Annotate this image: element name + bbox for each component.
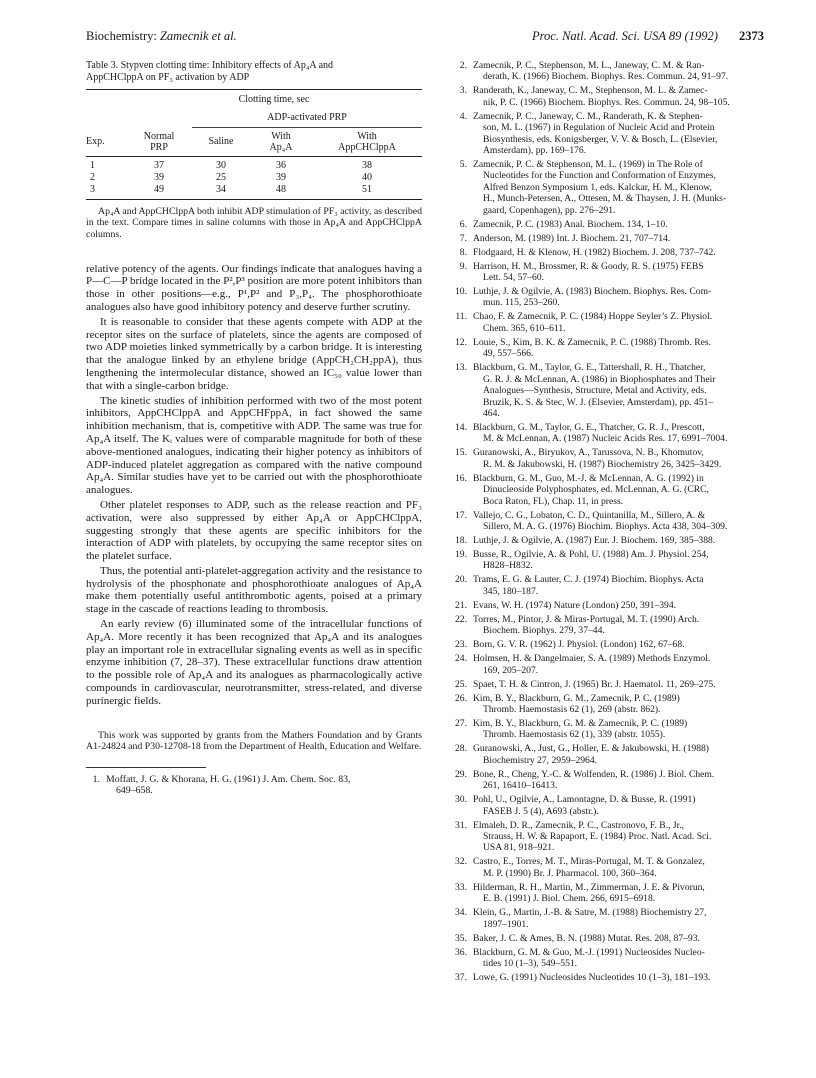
reference-item: [445, 473, 775, 507]
paragraph: It is reasonable to consider that these agents compete with ADP at the receptor sites on the surface of platelets, since the agents are composed of two ADP moieties linked symmetrically by a carbon bridge. It is interesting that the analogue linked by an ethylene bridge (AppCH₂CH₂ppA), thus lengthening the intermolecular distance, showed an IC₅₀ value lower than that with a single-carbon bridge.: [86, 315, 422, 392]
reference-line: tides 10 (1–3), 549–551.: [483, 958, 578, 970]
reference-line: Anderson, M. (1989) Int. J. Biochem. 21, 707–714.: [473, 232, 671, 244]
reference-line: Harrison, H. M., Brossmer, R. & Goody, R. S. (1975) FEBS: [473, 260, 704, 272]
reference-number: 3.: [459, 85, 467, 97]
reference-item: [445, 233, 775, 244]
reference-line: 464.: [483, 407, 500, 419]
reference-number: 13.: [455, 362, 467, 374]
reference-line: Pohl, U., Ogilvie, A., Lamontagne, D. & Busse, R. (1991): [473, 794, 696, 806]
right-column: [445, 60, 775, 986]
reference-line: M. P. (1990) Br. J. Pharmacol. 100, 360–364.: [483, 867, 657, 879]
reference-line: Evans, W. H. (1974) Nature (London) 250, 391–394.: [473, 599, 677, 611]
table-footnote: Ap₄A and AppCHClppA both inhibit ADP stimulation of PF₃ activity, as described in the text. Compare times in saline columns with those in Ap₄A and AppCHClppA columns.: [86, 205, 422, 240]
table-cell: 39: [154, 171, 164, 183]
reference-line: 649–658.: [116, 785, 153, 797]
header-journal-section: Biochemistry:: [86, 29, 157, 43]
reference-line: Trams, E. G. & Lauter, C. J. (1974) Biochim. Biophys. Acta: [473, 574, 704, 586]
reference-line: Biosynthesis, eds. Konigsberger, V. V. & Bosch, L. (Elsevier,: [483, 133, 718, 145]
reference-line: Kim, B. Y., Blackburn, G. M. & Zamecnik, P. C. (1989): [473, 717, 688, 729]
reference-line: mun. 115, 253–260.: [483, 297, 560, 309]
reference-number: 12.: [455, 336, 467, 348]
reference-line: Nucleotides for the Function and Conformation of Enzymes,: [483, 170, 716, 182]
reference-line: Hilderman, R. H., Martin, M., Zimmerman, J. E. & Pivorun,: [473, 881, 705, 893]
reference-line: Chem. 365, 610–611.: [483, 322, 566, 334]
table-cell: 49: [126, 184, 192, 200]
reference-line: Analogues—Synthesis, Structure, Metal and Activity, eds.: [483, 385, 707, 397]
reference-item: [445, 743, 775, 766]
reference-line: Vallejo, C. G., Lobaton, C. D., Quintanilla, M., Sillero, A. &: [473, 509, 706, 521]
col-header-exp: Exp.: [86, 127, 126, 156]
table-caption-line: Table 3. Stypven clotting time: Inhibitory effects of Ap₄A and: [86, 60, 334, 71]
reference-line: Bruzik, K. S. & Stec, W. J. (Elsevier, Amsterdam), pp. 451–: [483, 396, 714, 408]
reference-line: H., Munch-Petersen, A., Ottesen, M. & Thaysen, J. H. (Munks-: [483, 193, 727, 205]
reference-number: 22.: [455, 613, 467, 625]
right-reference-list: [445, 60, 775, 983]
reference-line: Castro, E., Torres, M. T., Miras-Portugal, M. T. & Gonzalez,: [473, 856, 705, 868]
reference-item: [445, 261, 775, 284]
table-caption: [86, 60, 422, 83]
reference-line: Louie, S., Kim, B. K. & Zamecnik, P. C. (1988) Thromb. Res.: [473, 336, 712, 348]
table-cell: 48: [250, 184, 312, 200]
reference-line: 49, 557–566.: [483, 348, 534, 360]
clotting-time-table: [86, 89, 422, 200]
reference-item: [445, 549, 775, 572]
reference-number: 18.: [455, 534, 467, 546]
reference-number: 8.: [459, 246, 467, 258]
reference-number: 14.: [455, 421, 467, 433]
reference-item: [445, 422, 775, 445]
reference-line: Thromb. Haemostasis 62 (1), 269 (abstr. 862).: [483, 703, 661, 715]
reference-item: [445, 60, 775, 83]
table-cell: 2: [90, 171, 95, 183]
table-row: [86, 172, 422, 184]
reference-number: 21.: [455, 599, 467, 611]
reference-line: Zamecnik, P. C. & Stephenson, M. L. (1969) in The Role of: [473, 159, 703, 171]
reference-number: 9.: [459, 260, 467, 272]
running-header-left: [86, 29, 237, 44]
reference-line: Blackburn, G. M. & Guo, M.-J. (1991) Nucleosides Nucleo-: [473, 946, 705, 958]
reference-line: M. & McLennan, A. (1987) Nucleic Acids Res. 17, 6991–7004.: [483, 433, 728, 445]
reference-line: Sillero, M. A. G. (1976) Biochim. Biophys. Acta 438, 304–309.: [483, 520, 728, 532]
paragraph: Thus, the potential anti-platelet-aggregation activity and the resistance to hydrolysis of the phosphonate and phosphorothioate analogues of Ap₄A make them potentially useful antithrombotic agents, poised at a primary stage in the cascade of reactions leading to thrombosis.: [86, 564, 422, 616]
reference-line: Lowe, G. (1991) Nucleosides Nucleotides 10 (1–3), 181–193.: [473, 972, 711, 984]
table-cell: 38: [362, 159, 372, 171]
reference-line: 169, 205–207.: [483, 664, 539, 676]
reference-item: [445, 947, 775, 970]
reference-line: Elmaleh, D. R., Zamecnik, P. C., Castronovo, F. B., Jr.,: [473, 819, 685, 831]
reference-line: Bone, R., Cheng, Y.-C. & Wolfenden, R. (1986) J. Biol. Chem.: [473, 768, 715, 780]
reference-line: Boca Raton, FL), Chap. 11, in press.: [483, 495, 624, 507]
reference-line: 1897–1901.: [483, 918, 529, 930]
reference-line: gaard, Copenhagen), pp. 276–291.: [483, 204, 616, 216]
reference-line: Torres, M., Pintor, J. & Miras-Portugal, M. T. (1990) Arch.: [473, 613, 700, 625]
table-cell: 40: [362, 171, 372, 183]
reference-item: [445, 85, 775, 108]
reference-item: [445, 794, 775, 817]
reference-line: Blackburn, G. M., Taylor, G. E., Tattershall, R. H., Thatcher,: [473, 362, 706, 374]
reference-item: [445, 510, 775, 533]
reference-line: 261, 16410–16413.: [483, 780, 558, 792]
reference-line: Thromb. Haemostasis 62 (1), 339 (abstr. 1055).: [483, 729, 666, 741]
acknowledgment: This work was supported by grants from the Mathers Foundation and by Grants A1-24824 and P30-12708-18 from the Department of Health, Education and Welfare.: [86, 729, 422, 753]
reference-line: Klein, G., Martin, J.-B. & Satre, M. (1988) Biochemistry 27,: [473, 907, 707, 919]
references-divider: [86, 767, 206, 768]
reference-item: [445, 972, 775, 983]
reference-item: [445, 882, 775, 905]
reference-number: 17.: [455, 509, 467, 521]
table-row: [86, 184, 422, 200]
reference-item: [445, 447, 775, 470]
reference-line: Blackburn, G. M., Taylor, G. E., Thatcher, G. R. J., Prescott,: [473, 421, 705, 433]
table-cell: 30: [216, 159, 226, 171]
reference-line: G. R. J. & McLennan, A. (1986) in Biophosphates and Their: [483, 373, 716, 385]
reference-item: [445, 219, 775, 230]
reference-line: Kim, B. Y., Blackburn, G. M., Zamecnik, P. C. (1989): [473, 692, 680, 704]
reference-number: 15.: [455, 447, 467, 459]
reference-line: Alfred Benzon Symposium 1, eds. Kalckar, H. M., Klenow,: [483, 181, 712, 193]
reference-line: Strauss, H. W. & Rapaport, E. (1984) Proc. Natl. Acad. Sci.: [483, 831, 712, 842]
reference-number: 25.: [455, 678, 467, 690]
reference-item: [445, 679, 775, 690]
reference-line: Spaet, T. H. & Cintron, J. (1965) Br. J. Haematol. 11, 269–275.: [473, 678, 716, 690]
reference-number: 5.: [459, 159, 467, 171]
table-cell: 3: [86, 184, 126, 200]
reference-number: 28.: [455, 743, 467, 755]
paragraph: relative potency of the agents. Our findings indicate that analogues having a P—C—P bridge located in the P²,P³ position are more potent inhibitors than those in other positions—e.g., P¹,P² and P₃,P₄. The phosphorothioate analogues also have good inhibitory potency and deserve further scrutiny.: [86, 262, 422, 313]
reference-item: [86, 774, 422, 797]
reference-line: Zamecnik, P. C. (1983) Anal. Biochem. 134, 1–10.: [473, 218, 668, 230]
reference-line: Amsterdam), pp. 169–176.: [483, 145, 587, 157]
reference-item: [445, 933, 775, 944]
paragraph: An early review (6) illuminated some of the intracellular functions of Ap₄A. More recently it has been recognized that Ap₄A and its analogues play an important role in extracellular signaling events as well as in specific enzyme inhibition (7, 28–37). These extracellular functions draw attention to the possible role of Ap₄A and its analogues as pharmacologically active compounds in cardiovascular, neurotransmitter, stress-related, and diverse purinergic fields.: [86, 618, 422, 707]
table-subspanner: ADP-activated PRP: [192, 110, 422, 127]
reference-number: 30.: [455, 794, 467, 806]
reference-number: 20.: [455, 574, 467, 586]
reference-item: [445, 337, 775, 360]
table-caption-line: AppCHClppA on PF₃ activation by ADP: [86, 71, 250, 83]
reference-number: 7.: [459, 232, 467, 244]
reference-number: 6.: [459, 218, 467, 230]
reference-number: 23.: [455, 639, 467, 651]
reference-number: 26.: [455, 692, 467, 704]
reference-number: 4.: [459, 110, 467, 122]
reference-line: Born, G. V. R. (1962) J. Physiol. (London) 162, 67–68.: [473, 639, 685, 651]
reference-line: FASEB J. 5 (4), A693 (abstr.).: [483, 805, 599, 817]
reference-number: 29.: [455, 768, 467, 780]
reference-number: 37.: [455, 972, 467, 984]
reference-line: nik, P. C. (1966) Biochem. Biophys. Res. Commun. 24, 98–105.: [483, 96, 730, 108]
reference-item: [445, 693, 775, 716]
reference-item: [445, 907, 775, 930]
reference-item: [445, 111, 775, 157]
reference-item: [445, 653, 775, 676]
reference-line: Chao, F. & Zamecnik, P. C. (1984) Hoppe Seyler’s Z. Physiol.: [473, 311, 713, 323]
reference-item: [445, 535, 775, 546]
reference-number: 33.: [455, 881, 467, 893]
reference-line: Flodgaard, H. & Klenow, H. (1982) Biochem. J. 208, 737–742.: [473, 246, 716, 258]
paragraph: Other platelet responses to ADP, such as the release reaction and PF₃ activation, were also suppressed by either Ap₄A or AppCHClppA, suggesting strongly that these agents are specific inhibitors for the interaction of ADP with platelets, by occupying the same receptor sites on the platelet surface.: [86, 498, 422, 563]
reference-item: [445, 311, 775, 334]
reference-line: Dinucleoside Polyphosphates, ed. McLennan, A. G. (CRC,: [483, 484, 709, 496]
reference-number: 16.: [455, 472, 467, 484]
reference-number: 24.: [455, 653, 467, 665]
reference-item: [445, 639, 775, 650]
reference-line: Biochem. Biophys. 279, 37–44.: [483, 625, 605, 637]
col-header-ap4a: With Ap₄A: [250, 127, 312, 156]
table-cell: 39: [276, 171, 286, 183]
reference-number: 19.: [455, 548, 467, 560]
reference-item: [445, 820, 775, 854]
table-cell: 51: [312, 184, 422, 200]
reference-line: son, M. L. (1967) in Regulation of Nucleic Acid and Protein: [483, 122, 715, 134]
reference-line: R. M. & Jakubowski, H. (1987) Biochemistry 26, 3425–3429.: [483, 458, 722, 470]
reference-line: Guranowski, A., Just, G., Holler, E. & Jakubowski, H. (1988): [473, 743, 709, 755]
reference-number: 35.: [455, 932, 467, 944]
col-header-saline: Saline: [192, 127, 250, 156]
reference-number: 2.: [459, 60, 467, 71]
reference-line: Luthje, J. & Ogilvie, A. (1983) Biochem. Biophys. Res. Com-: [473, 286, 712, 298]
reference-line: Randerath, K., Janeway, C. M., Stephenson, M. L. & Zamec-: [473, 85, 708, 97]
reference-number: 27.: [455, 717, 467, 729]
left-reference-list: [86, 774, 422, 797]
header-authors: Zamecnik et al.: [159, 29, 237, 43]
reference-line: Luthje, J. & Ogilvie, A. (1987) Eur. J. Biochem. 169, 385–388.: [473, 534, 716, 546]
reference-line: USA 81, 918–921.: [483, 842, 555, 854]
reference-line: Holmsen, H. & Dangelmaier, S. A. (1989) Methods Enzymol.: [473, 653, 711, 665]
reference-line: Zamecnik, P. C., Stephenson, M. L., Janeway, C. M. & Ran-: [473, 60, 705, 71]
running-header-right: [532, 29, 764, 44]
reference-number: 11.: [455, 311, 467, 323]
reference-item: [445, 600, 775, 611]
reference-number: 32.: [455, 856, 467, 868]
reference-line: 345, 180–187.: [483, 585, 539, 597]
reference-line: Blackburn, G. M., Guo, M.-J. & McLennan, A. G. (1992) in: [473, 472, 704, 484]
reference-line: Zamecnik, P. C., Janeway, C. M., Randerath, K. & Stephen-: [473, 110, 703, 122]
reference-line: Baker, J. C. & Ames, B. N. (1988) Mutat. Res. 208, 87–93.: [473, 932, 700, 944]
reference-item: [445, 159, 775, 216]
reference-line: Busse, R., Ogilvie, A. & Pohl, U. (1988) Am. J. Physiol. 254,: [473, 548, 709, 560]
table-cell: 25: [216, 171, 226, 183]
reference-item: [445, 286, 775, 309]
reference-item: [445, 362, 775, 419]
body-text: [86, 263, 422, 708]
reference-number: 1.: [92, 773, 100, 785]
reference-number: 10.: [455, 286, 467, 298]
reference-item: [445, 247, 775, 258]
reference-line: Lett. 54, 57–60.: [483, 272, 545, 284]
reference-number: 31.: [455, 819, 467, 831]
paragraph: The kinetic studies of inhibition performed with two of the most potent inhibitors, AppCHClppA and AppCHFppA, in fact showed the same inhibition mechanism, that is, competitive with ADP. The same was true for Ap₄A itself. The Kᵢ values were of comparable magnitude for both of these above-mentioned analogues, indicating their higher potency as inhibitors of ADP-induced platelet aggregation as compared with the native compound Ap₄A. Similar studies have yet to be carried out with the phosphorothioate analogues.: [86, 394, 422, 497]
table-cell: 1: [90, 159, 95, 171]
reference-item: [445, 718, 775, 741]
reference-line: H828–H832.: [483, 560, 533, 572]
col-header-normal: Normal PRP: [126, 127, 192, 156]
reference-item: [445, 856, 775, 879]
reference-item: [445, 574, 775, 597]
page-number: 2373: [739, 29, 764, 43]
reference-number: 36.: [455, 946, 467, 958]
table-spanner: Clotting time, sec: [126, 90, 422, 110]
table-cell: 34: [192, 184, 250, 200]
col-header-appchclppa: With AppCHClppA: [312, 127, 422, 156]
reference-line: Biochemistry 27, 2959–2964.: [483, 754, 598, 766]
table-row: [86, 156, 422, 172]
reference-line: E. B. (1991) J. Biol. Chem. 266, 6915–6918.: [483, 893, 656, 905]
reference-line: derath, K. (1966) Biochem. Biophys. Res. Commun. 24, 91–97.: [483, 71, 729, 83]
reference-line: Moffatt, J. G. & Khorana, H. G. (1961) J. Am. Chem. Soc. 83,: [106, 773, 351, 785]
table-cell: 36: [276, 159, 286, 171]
reference-line: Guranowski, A., Biryukov, A., Tarussova, N. B., Khomutov,: [473, 447, 704, 459]
left-column: [86, 60, 422, 800]
reference-number: 34.: [455, 907, 467, 919]
header-journal: Proc. Natl. Acad. Sci. USA 89 (1992): [532, 29, 718, 43]
reference-item: [445, 769, 775, 792]
reference-item: [445, 614, 775, 637]
table-cell: 37: [154, 159, 164, 171]
